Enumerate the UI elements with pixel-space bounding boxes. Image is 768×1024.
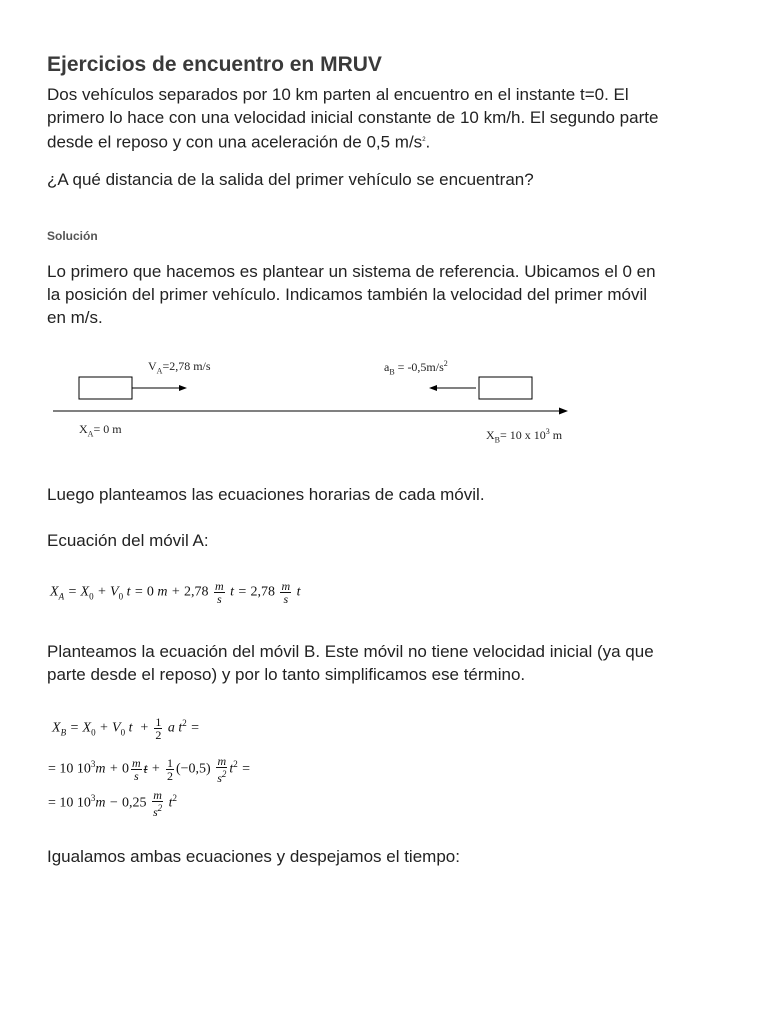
problem-line-end: . [425, 132, 431, 152]
paragraph-equate: Igualamos ambas ecuaciones y despejamos el tiempo: [47, 847, 460, 866]
paragraph-equations-intro: Luego planteamos las ecuaciones horarias de cada móvil. [47, 485, 485, 504]
paragraph-line: en m/s. [47, 308, 103, 327]
problem-line-text: desde el reposo y con una aceleración de 0,5 m/s [47, 132, 423, 152]
position-b-label: $X_B= 10$ x $10^3$ m [486, 427, 563, 445]
paragraph-reference-system [47, 260, 737, 329]
problem-statement [47, 83, 737, 154]
problem-line: primero lo hace con una velocidad inicial constante de 10 km/h. El segundo parte [47, 108, 659, 127]
page-title: Ejercicios de encuentro en MRUV [47, 53, 382, 76]
reference-diagram [0, 350, 768, 450]
acceleration-b-label: $a_B = -0,5m/s^2$ [384, 359, 448, 377]
vehicle-b-box [479, 377, 532, 399]
paragraph-equation-a-title: Ecuación del móvil A: [47, 531, 209, 550]
acceleration-arrowhead [429, 385, 437, 391]
problem-line [47, 129, 737, 154]
paragraph-line: Lo primero que hacemos es plantear un sistema de referencia. Ubicamos el 0 en [47, 262, 656, 281]
problem-line: Dos vehículos separados por 10 km parten al encuentro en el instante t=0. El [47, 85, 629, 104]
exponent: 2 [422, 137, 426, 143]
equation-b-line-3: = 10 $10^3m - 0,25$ $\frac{m}{s^2}$ $t^2$ [48, 788, 178, 819]
solution-heading: Solución [47, 229, 98, 243]
paragraph-line: Planteamos la ecuación del móvil B. Este móvil no tiene velocidad inicial (ya que [47, 642, 654, 661]
position-a-label: $X_A= 0$ m [79, 422, 122, 439]
velocity-arrowhead [179, 385, 187, 391]
velocity-a-label: $V_A=2,78$ m/s [148, 359, 211, 376]
paragraph-line: la posición del primer vehículo. Indicamos también la velocidad del primer móvil [47, 285, 647, 304]
paragraph-equation-b-intro [47, 640, 737, 686]
equation-a: $X_A = X_0 + V_0$ t = 0 m + 2,78 $\frac{m}{s}$ t = 2,78 $\frac{m}{s}$ t [50, 579, 301, 606]
paragraph-line: parte desde el reposo) y por lo tanto simplificamos ese término. [47, 665, 526, 684]
equation-b-line-1: $X_B = X_0 + V_0$ t + $\frac{1}{2}$ a $t^2$ = [52, 715, 200, 742]
question: ¿A qué distancia de la salida del primer vehículo se encuentran? [47, 170, 534, 189]
vehicle-a-box [79, 377, 132, 399]
equation-b-line-2: = 10 $10^3m + 0$ $\frac{m}{s}$ t + $\frac{1}{2}$ (−0,5) $\frac{m}{s^2}$ $t^2$ = [48, 754, 251, 785]
axis-arrowhead [559, 408, 568, 415]
